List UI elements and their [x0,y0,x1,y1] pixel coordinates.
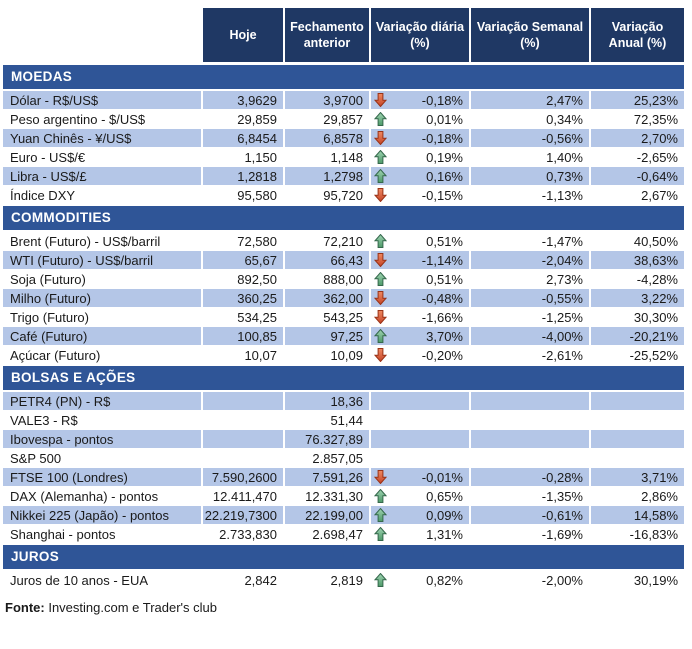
fechamento-value: 3,9700 [285,91,369,109]
arrow-down-icon [374,470,387,484]
var-anual-value: 30,19% [633,572,678,588]
table-row-euro-us [3,148,684,166]
table-row-vale3-r [3,411,684,429]
table-row-brent-futuro-us-barril [3,232,684,250]
row-label: Açúcar (Futuro) [10,347,101,363]
var-semanal-value: -1,35% [541,488,583,504]
var-diaria-value: 0,09% [426,507,463,523]
table-row-milho-futuro [3,289,684,307]
var-semanal-value: -2,04% [471,251,589,269]
var-diaria-value: 0,51% [426,233,463,249]
arrow-up-icon [374,508,387,522]
row-label: VALE3 - R$ [10,412,78,428]
table-row-d-lar-r-us [3,91,684,109]
var-anual-value: -16,83% [629,526,678,542]
var-diaria-cell [371,289,469,307]
var-diaria-value: 0,65% [426,488,463,504]
row-label: Libra - US$/£ [3,167,201,185]
hoje-value [203,392,283,410]
var-semanal-value: 0,73% [471,167,589,185]
hoje-value: 29,859 [237,111,277,127]
fechamento-value: 1,148 [330,149,363,165]
var-diaria-value: -0,48% [421,290,463,306]
table-corner [3,8,201,62]
fechamento-value: 12.331,30 [305,488,363,504]
table-row-ftse-100-londres [3,468,684,486]
var-diaria-cell [371,148,469,166]
var-diaria-cell [371,251,469,269]
table-row-shanghai-pontos [3,525,684,543]
row-label: Café (Futuro) [3,327,201,345]
table-row-nikkei-225-jap-o-pontos [3,506,684,524]
column-header-hoje: Hoje [203,8,283,62]
fechamento-value: 76.327,89 [285,430,369,448]
table-row-ndice-dxy [3,186,684,204]
var-semanal-value: -0,56% [471,129,589,147]
source-label: Fonte: [5,600,45,615]
var-diaria-value: -0,18% [421,92,463,108]
arrow-down-icon [374,131,387,145]
arrow-up-icon [374,169,387,183]
hoje-value: 534,25 [237,309,277,325]
table-body [3,65,684,589]
row-label: Juros de 10 anos - EUA [10,572,149,588]
var-anual-value: -25,52% [629,347,678,363]
hoje-value: 3,9629 [203,91,283,109]
hoje-value: 72,580 [237,233,277,249]
hoje-value: 892,50 [237,271,277,287]
row-label: Euro - US$/€ [10,149,86,165]
table-row-ibovespa-pontos [3,430,684,448]
var-anual-value: -2,65% [636,149,678,165]
var-semanal-value: -4,00% [471,327,589,345]
row-label: Trigo (Futuro) [10,309,89,325]
source-note [5,600,217,615]
var-anual-value [591,449,684,467]
var-diaria-cell [371,487,469,505]
arrow-down-icon [374,291,387,305]
var-diaria-cell [371,346,469,364]
section-header-moedas: MOEDAS [3,65,684,89]
var-semanal-value [471,430,589,448]
hoje-value: 1,2818 [203,167,283,185]
row-label: Peso argentino - $/US$ [10,111,146,127]
var-diaria-value: -0,18% [421,130,463,146]
arrow-down-icon [374,93,387,107]
var-diaria-cell [371,129,469,147]
fechamento-value: 10,09 [330,347,363,363]
var-semanal-value [471,449,589,467]
var-diaria-cell [371,308,469,326]
hoje-value: 95,580 [237,187,277,203]
var-diaria-cell [371,327,469,345]
var-diaria-value: -1,66% [421,309,463,325]
var-semanal-value: -0,55% [471,289,589,307]
row-label: Shanghai - pontos [10,526,116,542]
fechamento-value: 51,44 [330,412,363,428]
var-semanal-value: 2,47% [471,91,589,109]
fechamento-value: 6,8578 [285,129,369,147]
fechamento-value: 2.698,47 [312,526,363,542]
arrow-down-icon [374,253,387,267]
fechamento-value: 95,720 [323,187,363,203]
var-diaria-value: 1,31% [426,526,463,542]
var-diaria-cell [371,270,469,288]
table-row-soja-futuro [3,270,684,288]
var-anual-value: 30,30% [633,309,678,325]
var-diaria-cell [371,232,469,250]
row-label: PETR4 (PN) - R$ [3,392,201,410]
table-row-a-car-futuro [3,346,684,364]
hoje-value: 100,85 [203,327,283,345]
column-header-var-semanal: Variação Semanal (%) [471,8,589,62]
row-label: WTI (Futuro) - US$/barril [3,251,201,269]
var-diaria-cell [371,392,469,410]
var-semanal-value: -1,47% [541,233,583,249]
var-anual-value: -0,64% [591,167,684,185]
section-header-commodities: COMMODITIES [3,206,684,230]
row-label: FTSE 100 (Londres) [3,468,201,486]
hoje-value: 22.219,7300 [203,506,283,524]
var-semanal-value: -2,00% [541,572,583,588]
row-label: DAX (Alemanha) - pontos [10,488,159,504]
var-diaria-cell [371,571,469,589]
hoje-value: 65,67 [203,251,283,269]
fechamento-value: 18,36 [285,392,369,410]
row-label: Brent (Futuro) - US$/barril [10,233,161,249]
var-anual-value: 40,50% [633,233,678,249]
var-semanal-value: -0,28% [471,468,589,486]
fechamento-value: 29,857 [323,111,363,127]
source-text: Investing.com e Trader's club [44,600,218,615]
var-diaria-cell [371,186,469,204]
arrow-down-icon [374,348,387,362]
fechamento-value: 97,25 [285,327,369,345]
var-anual-value: 3,71% [591,468,684,486]
var-anual-value [591,392,684,410]
row-label: Índice DXY [10,187,76,203]
var-diaria-cell [371,468,469,486]
var-anual-value: -4,28% [636,271,678,287]
var-diaria-value: -0,15% [421,187,463,203]
var-diaria-cell [371,525,469,543]
table-header [3,8,684,62]
row-label: Soja (Futuro) [10,271,86,287]
row-label: Yuan Chinês - ¥/US$ [3,129,201,147]
var-anual-value: 2,67% [641,187,678,203]
var-diaria-value: 3,70% [426,328,463,344]
row-label: S&P 500 [10,450,62,466]
table-row-juros-de-10-anos-eua [3,571,684,589]
fechamento-value: 66,43 [285,251,369,269]
var-diaria-value: 0,16% [426,168,463,184]
var-diaria-cell [371,167,469,185]
var-anual-value: -20,21% [591,327,684,345]
table-row-yuan-chin-s-us [3,129,684,147]
var-semanal-value: 1,40% [546,149,583,165]
fechamento-value: 72,210 [323,233,363,249]
var-semanal-value: -1,69% [541,526,583,542]
var-diaria-cell [371,411,469,429]
var-semanal-value: -2,61% [541,347,583,363]
var-semanal-value: 0,34% [546,111,583,127]
var-diaria-cell [371,91,469,109]
var-anual-value: 2,70% [591,129,684,147]
var-semanal-value: -0,61% [471,506,589,524]
table-row-libra-us [3,167,684,185]
table-row-s-p-500 [3,449,684,467]
market-table [3,8,684,590]
var-anual-value: 2,86% [641,488,678,504]
hoje-value [203,430,283,448]
table-row-trigo-futuro [3,308,684,326]
hoje-value: 7.590,2600 [203,468,283,486]
var-anual-value [591,411,684,429]
var-diaria-value: 0,51% [426,271,463,287]
fechamento-value: 888,00 [323,271,363,287]
row-label: Nikkei 225 (Japão) - pontos [3,506,201,524]
hoje-value [203,449,283,467]
table-row-wti-futuro-us-barril [3,251,684,269]
fechamento-value: 7.591,26 [285,468,369,486]
arrow-up-icon [374,527,387,541]
var-semanal-value [471,411,589,429]
column-header-fechamento: Fechamento anterior [285,8,369,62]
hoje-value [203,411,283,429]
arrow-up-icon [374,272,387,286]
fechamento-value: 2.857,05 [312,450,363,466]
var-diaria-cell [371,110,469,128]
section-header-juros: JUROS [3,545,684,569]
var-semanal-value: 2,73% [546,271,583,287]
row-label: Milho (Futuro) [3,289,201,307]
var-anual-value: 38,63% [591,251,684,269]
arrow-down-icon [374,310,387,324]
arrow-up-icon [374,329,387,343]
var-diaria-value: 0,01% [426,111,463,127]
arrow-up-icon [374,489,387,503]
table-row-petr4-pn-r [3,392,684,410]
hoje-value: 1,150 [244,149,277,165]
var-semanal-value [471,392,589,410]
hoje-value: 12.411,470 [212,488,277,504]
arrow-down-icon [374,188,387,202]
section-header-bolsas-e-a-es: BOLSAS E AÇÕES [3,366,684,390]
hoje-value: 6,8454 [203,129,283,147]
arrow-up-icon [374,573,387,587]
var-diaria-value: -0,01% [421,469,463,485]
var-semanal-value: -1,13% [541,187,583,203]
arrow-up-icon [374,150,387,164]
var-diaria-cell [371,430,469,448]
fechamento-value: 1,2798 [285,167,369,185]
fechamento-value: 362,00 [285,289,369,307]
var-diaria-value: 0,82% [426,572,463,588]
var-anual-value: 72,35% [633,111,678,127]
var-anual-value: 14,58% [591,506,684,524]
arrow-up-icon [374,112,387,126]
table-row-peso-argentino-us [3,110,684,128]
fechamento-value: 22.199,00 [285,506,369,524]
var-diaria-value: -1,14% [421,252,463,268]
hoje-value: 2,842 [244,572,277,588]
fechamento-value: 543,25 [323,309,363,325]
var-anual-value: 25,23% [591,91,684,109]
row-label: Ibovespa - pontos [3,430,201,448]
var-diaria-value: -0,20% [421,347,463,363]
hoje-value: 10,07 [244,347,277,363]
var-anual-value [591,430,684,448]
hoje-value: 360,25 [203,289,283,307]
var-diaria-value: 0,19% [426,149,463,165]
column-header-var-anual: Variação Anual (%) [591,8,684,62]
table-row-dax-alemanha-pontos [3,487,684,505]
var-diaria-cell [371,449,469,467]
fechamento-value: 2,819 [330,572,363,588]
hoje-value: 2.733,830 [219,526,277,542]
var-diaria-cell [371,506,469,524]
table-row-caf-futuro [3,327,684,345]
column-header-var-diaria: Variação diária (%) [371,8,469,62]
var-semanal-value: -1,25% [541,309,583,325]
arrow-up-icon [374,234,387,248]
var-anual-value: 3,22% [591,289,684,307]
row-label: Dólar - R$/US$ [3,91,201,109]
